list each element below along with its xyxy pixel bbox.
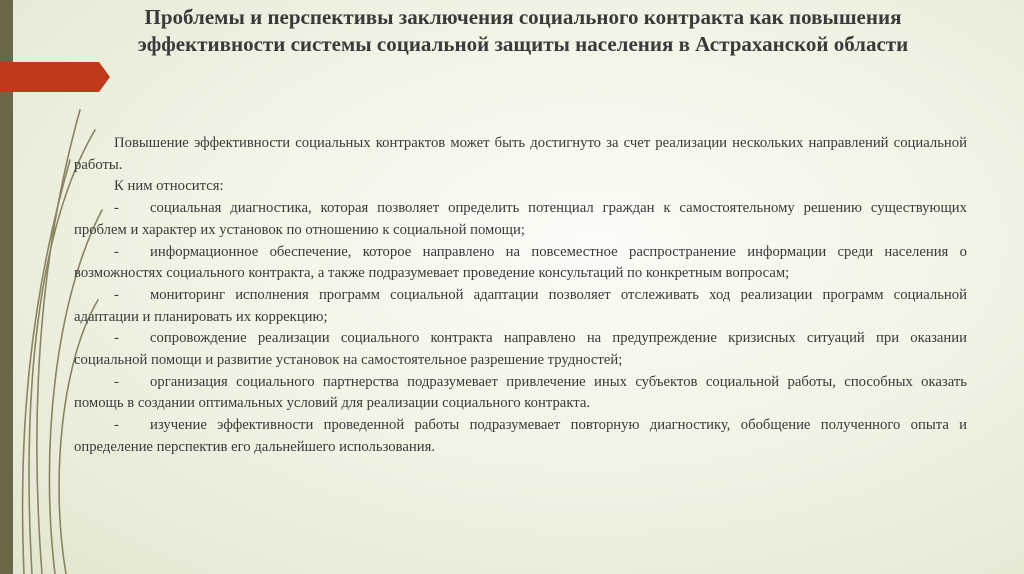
list-item xyxy=(74,372,967,415)
bullet-dash: - xyxy=(114,286,119,303)
list-item xyxy=(74,285,967,328)
list-item-text: мониторинг исполнения программ социальной адаптации позволяет отслеживать ход реализации программ социальной адаптации и планировать их коррекцию; xyxy=(74,286,967,325)
bullet-dash: - xyxy=(114,330,119,347)
bullet-dash: - xyxy=(114,417,119,434)
list-item-text: организация социального партнерства подразумевает привлечение иных субъектов социальной работы, способных оказать помощь в создании оптимальных условий для реализации социального контракта. xyxy=(74,373,967,412)
slide-title: Проблемы и перспективы заключения социального контракта как повышения эффективности системы социальной защиты населения в Астраханской области xyxy=(137,5,909,56)
lead-in-text: К ним относится: xyxy=(114,178,224,195)
bullet-dash: - xyxy=(114,243,119,260)
list-item xyxy=(74,198,967,241)
intro-paragraph: Повышение эффективности социальных контрактов может быть достигнуто за счет реализации нескольких направлений социальной работы. xyxy=(74,135,967,173)
list-item-text: социальная диагностика, которая позволяет определить потенциал граждан к самостоятельному решению существующих проблем и характер их установок по отношению к социальной помощи; xyxy=(74,200,967,238)
slide-body xyxy=(74,133,967,459)
list-item-text: изучение эффективности проведенной работы подразумевает повторную диагностику, обобщение полученного опыта и определение перспектив его дальнейшего использования. xyxy=(74,417,967,455)
bullet-dash: - xyxy=(114,373,119,390)
list-item xyxy=(74,242,967,285)
list-item-text: информационное обеспечение, которое направлено на повсеместное распространение информации среди населения о возможностях социального контракта, а также подразумевает проведение консультаций по конкретным вопросам; xyxy=(74,243,967,282)
list-item xyxy=(74,328,967,371)
bullet-dash: - xyxy=(114,200,119,217)
list-item-text: сопровождение реализации социального контракта направлено на предупреждение кризисных ситуаций при оказании социальной помощи и развитие установок на самостоятельное разрешение трудностей; xyxy=(74,330,967,369)
list-item xyxy=(74,415,967,458)
